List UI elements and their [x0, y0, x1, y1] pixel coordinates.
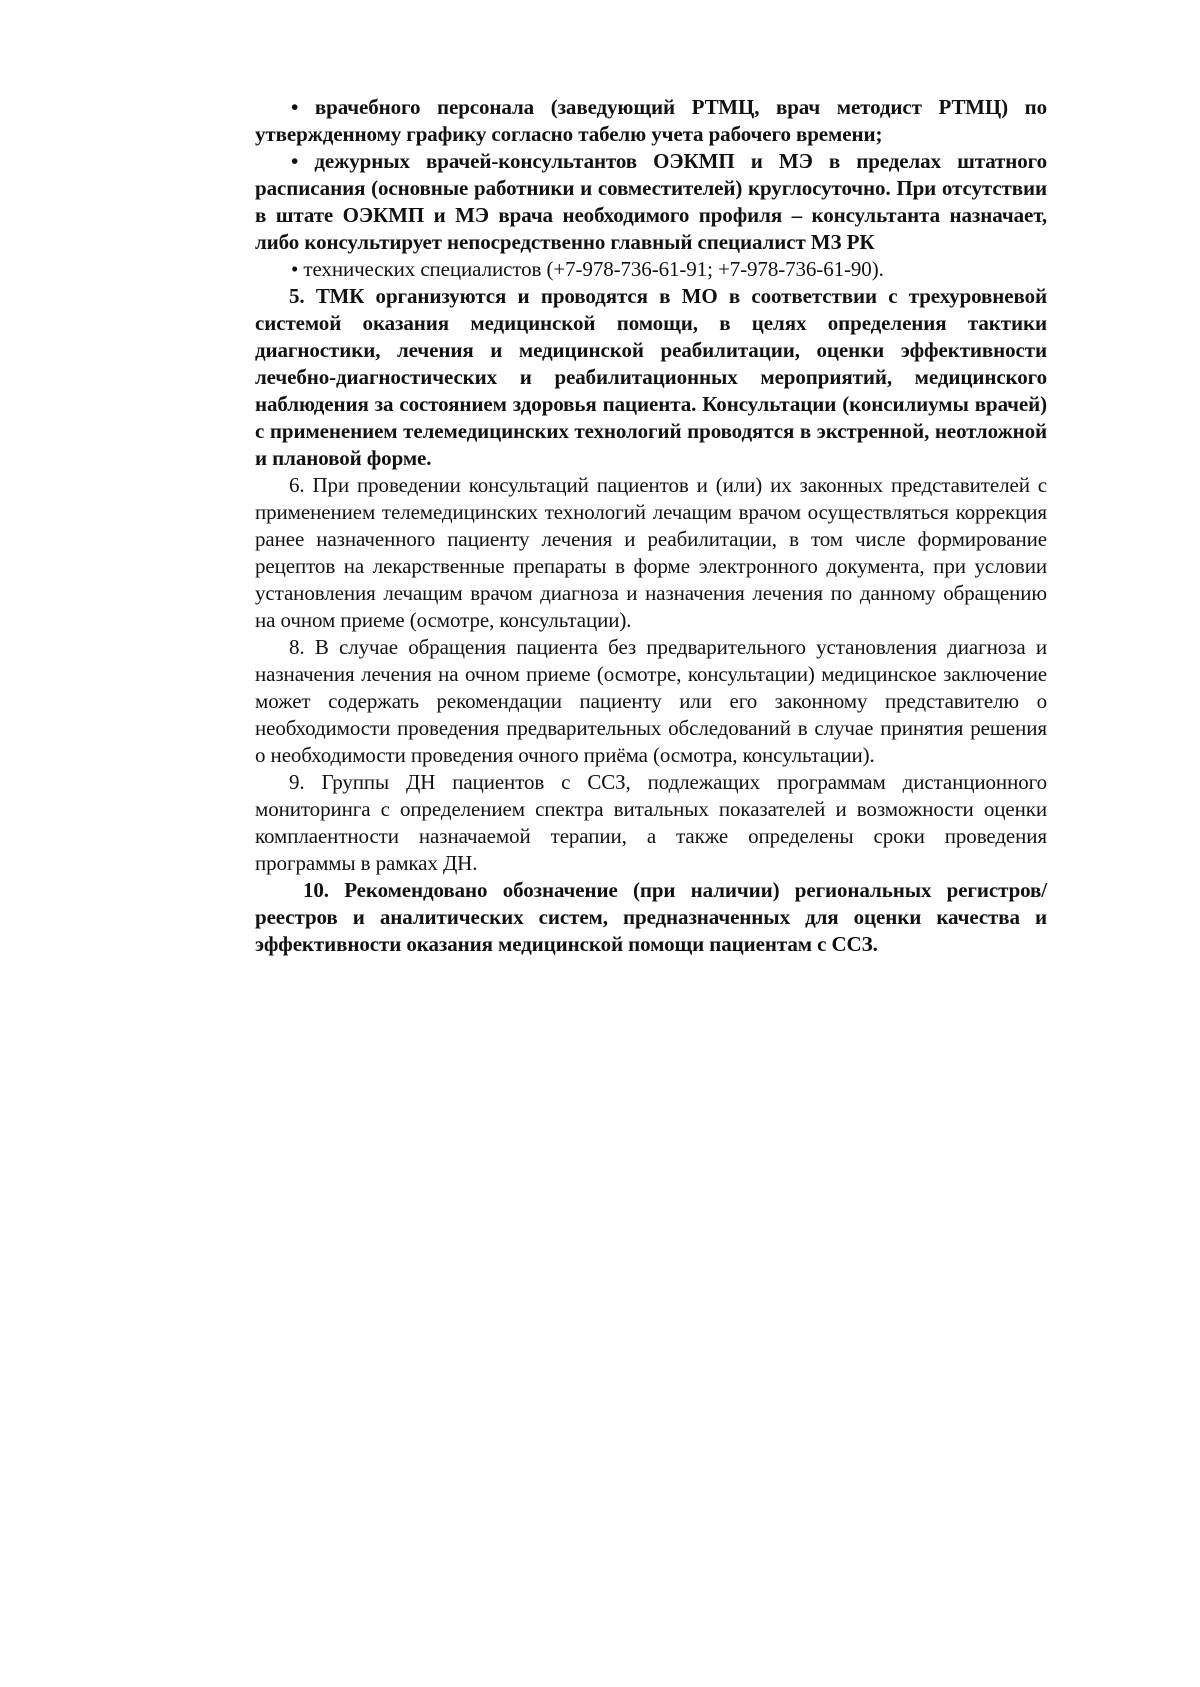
paragraph-item-5: 5. ТМК организуются и проводятся в МО в соответствии с трехуровневой системой оказания медицинской помощи, в целях определения тактики диагностики, лечения и медицинской реабилитации, оценки эффективности лечебно-диагностических и реабилитационных мероприятий, медицинского наблюдения за состоянием здоровья пациента. Консультации (консилиумы врачей) с применением телемедицинских технологий проводятся в экстренной, неотложной и плановой форме. [255, 284, 1047, 470]
paragraph-item-9: 9. Группы ДН пациентов с ССЗ, подлежащих программам дистанционного мониторинга с определением спектра витальных показателей и возможности оценки комплаентности назначаемой терапии, а также определены сроки проведения программы в рамках ДН. [255, 770, 1047, 875]
paragraph-medical-staff: • врачебного персонала (заведующий РТМЦ, врач методист РТМЦ) по утвержденному графику согласно табелю учета рабочего времени; [255, 95, 1047, 146]
paragraph-item-6: 6. При проведении консультаций пациентов и (или) их законных представителей с применением телемедицинских технологий лечащим врачом осуществляться коррекция ранее назначенного пациенту лечения и реабилитации, в том числе формирование рецептов на лекарственные препараты в форме электронного документа, при условии установления лечащим врачом диагноза и назначения лечения по данному обращению на очном приеме (осмотре, консультации). [255, 473, 1047, 632]
document-page [255, 94, 1047, 958]
paragraph-item-10: 10. Рекомендовано обозначение (при наличии) региональных регистров/реестров и аналитических систем, предназначенных для оценки качества и эффективности оказания медицинской помощи пациентам с ССЗ. [255, 878, 1047, 956]
paragraph-item-8: 8. В случае обращения пациента без предварительного установления диагноза и назначения лечения на очном приеме (осмотре, консультации) медицинское заключение может содержать рекомендации пациенту или его законному представителю о необходимости проведения предварительных обследований в случае принятия решения о необходимости проведения очного приёма (осмотра, консультации). [255, 635, 1047, 767]
paragraph-technical-specialists: • технических специалистов (+7-978-736-61-91; +7-978-736-61-90). [291, 257, 884, 281]
paragraph-duty-consultants: • дежурных врачей-консультантов ОЭКМП и МЭ в пределах штатного расписания (основные работники и совместителей) круглосуточно. При отсутствии в штате ОЭКМП и МЭ врача необходимого профиля – консультанта назначает, либо консультирует непосредственно главный специалист МЗ РК [255, 149, 1047, 254]
